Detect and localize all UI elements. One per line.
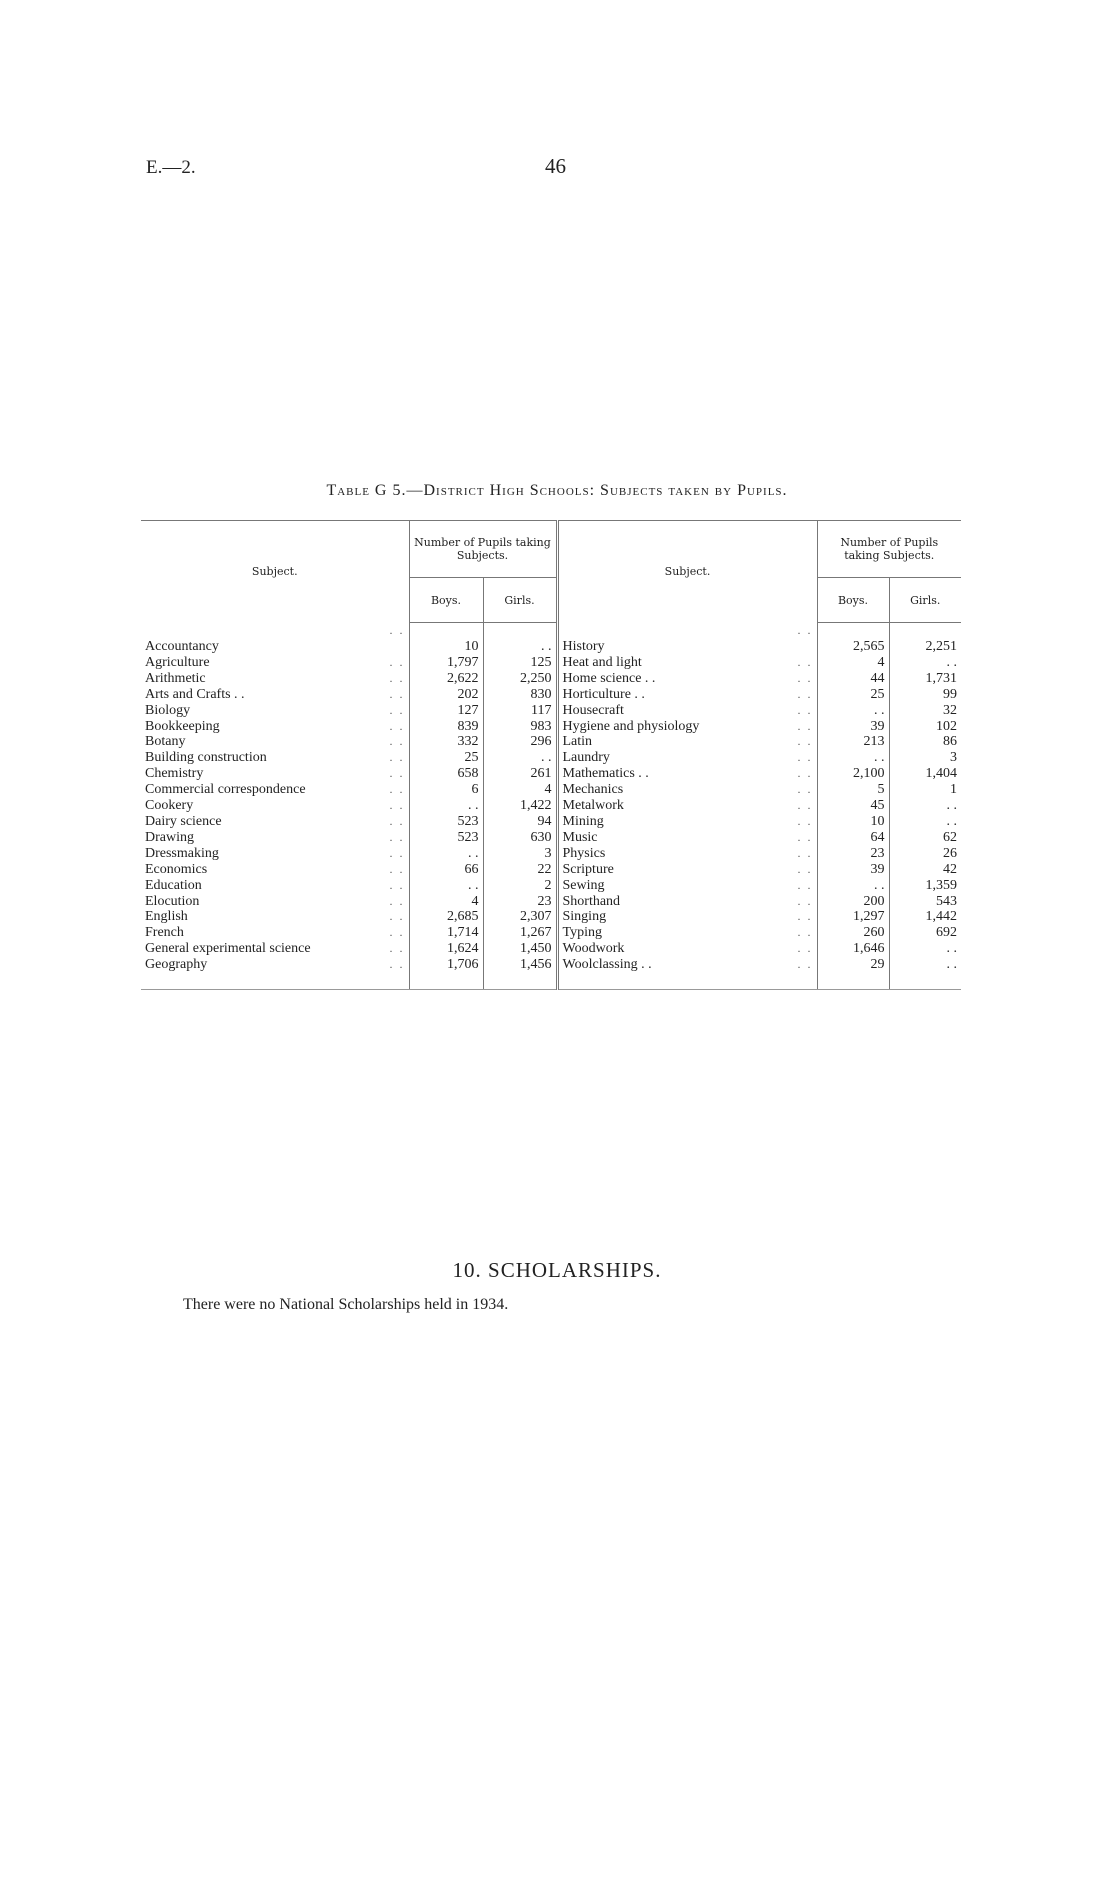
left-girls-count: 3 xyxy=(483,846,557,862)
left-girls-header: Girls. xyxy=(483,578,557,623)
subject-name: Botany xyxy=(145,734,188,749)
right-boys-count: 25 xyxy=(817,687,889,703)
leader-dots: . . xyxy=(797,750,813,765)
right-subject-cell xyxy=(557,719,817,735)
right-subject-cell xyxy=(557,909,817,925)
subject-name: Latin xyxy=(563,734,596,749)
right-girls-count: . . xyxy=(889,957,961,989)
left-girls-count: 1,450 xyxy=(483,941,557,957)
left-girls-count: 830 xyxy=(483,687,557,703)
leader-dots: . . xyxy=(797,813,813,828)
left-girls-count: 23 xyxy=(483,894,557,910)
left-subject-cell xyxy=(141,909,409,925)
right-boys-count: 64 xyxy=(817,830,889,846)
subject-name: Typing xyxy=(563,925,605,940)
subject-name: Physics xyxy=(563,846,609,861)
right-girls-count: 1,404 xyxy=(889,766,961,782)
table-row xyxy=(141,798,961,814)
subject-name: Commercial correspondence xyxy=(145,782,309,797)
left-girls-count: 630 xyxy=(483,830,557,846)
left-boys-count: 1,714 xyxy=(409,925,483,941)
right-boys-count: 1,297 xyxy=(817,909,889,925)
table-row xyxy=(141,782,961,798)
leader-dots: . . xyxy=(797,686,813,701)
right-girls-count: 32 xyxy=(889,703,961,719)
table-row xyxy=(141,941,961,957)
leader-dots: . . xyxy=(389,734,405,749)
left-subject-cell xyxy=(141,719,409,735)
right-boys-count: 29 xyxy=(817,957,889,989)
leader-dots: . . xyxy=(389,702,405,717)
subject-name: Mining xyxy=(563,814,607,829)
right-girls-header: Girls. xyxy=(889,578,961,623)
left-girls-count: 2,307 xyxy=(483,909,557,925)
leader-dots: . . xyxy=(797,622,813,637)
right-girls-count: . . xyxy=(889,941,961,957)
right-girls-count: 2,251 xyxy=(889,623,961,655)
subject-name: Agriculture xyxy=(145,655,213,670)
left-subject-cell xyxy=(141,734,409,750)
right-boys-count: 260 xyxy=(817,925,889,941)
subject-name: Bookkeeping xyxy=(145,719,223,734)
subject-name: Laundry xyxy=(563,750,613,765)
page-number: 46 xyxy=(545,154,566,178)
leader-dots: . . xyxy=(797,957,813,972)
left-girls-count: 117 xyxy=(483,703,557,719)
subject-name: French xyxy=(145,925,187,940)
subject-name: Geography xyxy=(145,957,210,972)
subject-name: Cookery xyxy=(145,798,196,813)
table-row xyxy=(141,846,961,862)
right-boys-count: 10 xyxy=(817,814,889,830)
left-subject-cell xyxy=(141,830,409,846)
table-row xyxy=(141,687,961,703)
left-girls-count: 1,422 xyxy=(483,798,557,814)
left-girls-count: 261 xyxy=(483,766,557,782)
leader-dots: . . xyxy=(389,877,405,892)
subject-name: History xyxy=(563,639,608,654)
right-boys-count: . . xyxy=(817,703,889,719)
left-subject-cell xyxy=(141,798,409,814)
subject-name: Building construction xyxy=(145,750,270,765)
subject-name: English xyxy=(145,909,191,924)
right-subject-cell xyxy=(557,862,817,878)
table-caption: Table G 5.—District High Schools: Subjects taken by Pupils. xyxy=(326,482,788,499)
leader-dots: . . xyxy=(797,702,813,717)
right-boys-count: 4 xyxy=(817,655,889,671)
subject-name: Woolclassing . . xyxy=(563,957,655,972)
right-boys-count: 2,565 xyxy=(817,623,889,655)
left-subject-cell xyxy=(141,878,409,894)
left-subject-cell xyxy=(141,766,409,782)
right-number-header: Number of Pupils taking Subjects. xyxy=(817,521,961,578)
left-girls-count: 2,250 xyxy=(483,671,557,687)
subject-name: Shorthand xyxy=(563,894,624,909)
table-row xyxy=(141,878,961,894)
subject-name: Scripture xyxy=(563,862,617,877)
leader-dots: . . xyxy=(797,909,813,924)
subject-name: Home science . . xyxy=(563,671,659,686)
leader-dots: . . xyxy=(389,622,405,637)
right-girls-count: 86 xyxy=(889,734,961,750)
left-girls-count: 1,267 xyxy=(483,925,557,941)
right-girls-count: 3 xyxy=(889,750,961,766)
subject-name: Singing xyxy=(563,909,610,924)
left-boys-count: 2,622 xyxy=(409,671,483,687)
subject-name: Accountancy xyxy=(145,639,222,654)
right-boys-count: 5 xyxy=(817,782,889,798)
table-row xyxy=(141,766,961,782)
subject-name: Education xyxy=(145,878,205,893)
right-boys-header: Boys. xyxy=(817,578,889,623)
left-subject-cell xyxy=(141,925,409,941)
right-subject-header: Subject. xyxy=(557,521,817,623)
right-girls-count: 543 xyxy=(889,894,961,910)
leader-dots: . . xyxy=(797,654,813,669)
left-boys-count: 523 xyxy=(409,814,483,830)
subject-name: Drawing xyxy=(145,830,197,845)
left-subject-cell xyxy=(141,671,409,687)
leader-dots: . . xyxy=(389,670,405,685)
left-girls-count: 296 xyxy=(483,734,557,750)
left-boys-count: 839 xyxy=(409,719,483,735)
subject-name: Housecraft xyxy=(563,703,627,718)
right-subject-cell xyxy=(557,750,817,766)
left-subject-cell xyxy=(141,782,409,798)
right-subject-cell xyxy=(557,798,817,814)
right-girls-count: 692 xyxy=(889,925,961,941)
left-boys-count: 1,706 xyxy=(409,957,483,989)
table-row xyxy=(141,750,961,766)
subject-name: Sewing xyxy=(563,878,608,893)
table-row xyxy=(141,734,961,750)
document-reference: E.—2. xyxy=(146,157,196,178)
subject-name: General experimental science xyxy=(145,941,314,956)
table-row xyxy=(141,925,961,941)
right-subject-cell xyxy=(557,734,817,750)
left-boys-count: 6 xyxy=(409,782,483,798)
right-girls-count: 1,359 xyxy=(889,878,961,894)
leader-dots: . . xyxy=(797,734,813,749)
right-boys-count: . . xyxy=(817,750,889,766)
left-subject-cell xyxy=(141,687,409,703)
left-subject-cell xyxy=(141,814,409,830)
left-girls-count: 2 xyxy=(483,878,557,894)
right-boys-count: 39 xyxy=(817,862,889,878)
right-girls-count: 1 xyxy=(889,782,961,798)
left-subject-cell xyxy=(141,941,409,957)
right-boys-count: 45 xyxy=(817,798,889,814)
left-subject-cell xyxy=(141,655,409,671)
right-girls-count: . . xyxy=(889,814,961,830)
left-boys-count: 1,797 xyxy=(409,655,483,671)
scholarships-heading: 10. SCHOLARSHIPS. xyxy=(452,1258,662,1282)
right-girls-count: 99 xyxy=(889,687,961,703)
subject-name: Horticulture . . xyxy=(563,687,648,702)
left-subject-cell xyxy=(141,894,409,910)
table-row xyxy=(141,862,961,878)
subject-name: Mathematics . . xyxy=(563,766,652,781)
right-subject-cell xyxy=(557,655,817,671)
left-subject-cell xyxy=(141,623,409,655)
leader-dots: . . xyxy=(797,941,813,956)
leader-dots: . . xyxy=(797,766,813,781)
leader-dots: . . xyxy=(797,670,813,685)
left-girls-count: 125 xyxy=(483,655,557,671)
left-boys-count: 658 xyxy=(409,766,483,782)
leader-dots: . . xyxy=(389,654,405,669)
left-boys-count: 523 xyxy=(409,830,483,846)
left-boys-count: 10 xyxy=(409,623,483,655)
right-subject-cell xyxy=(557,782,817,798)
left-boys-count: 66 xyxy=(409,862,483,878)
left-boys-count: 332 xyxy=(409,734,483,750)
table-row xyxy=(141,623,961,655)
right-girls-count: 102 xyxy=(889,719,961,735)
left-subject-cell xyxy=(141,957,409,989)
right-boys-count: 200 xyxy=(817,894,889,910)
leader-dots: . . xyxy=(389,957,405,972)
right-boys-count: 1,646 xyxy=(817,941,889,957)
right-boys-count: 2,100 xyxy=(817,766,889,782)
right-subject-cell xyxy=(557,941,817,957)
table-row xyxy=(141,814,961,830)
leader-dots: . . xyxy=(389,925,405,940)
table-row xyxy=(141,719,961,735)
left-subject-cell xyxy=(141,750,409,766)
table-row xyxy=(141,703,961,719)
leader-dots: . . xyxy=(389,845,405,860)
right-subject-cell xyxy=(557,894,817,910)
left-boys-count: . . xyxy=(409,846,483,862)
left-boys-count: 202 xyxy=(409,687,483,703)
table-row xyxy=(141,655,961,671)
right-girls-count: 42 xyxy=(889,862,961,878)
right-boys-count: . . xyxy=(817,878,889,894)
left-girls-count: . . xyxy=(483,750,557,766)
leader-dots: . . xyxy=(389,941,405,956)
table-row xyxy=(141,894,961,910)
left-boys-count: 25 xyxy=(409,750,483,766)
left-girls-count: 94 xyxy=(483,814,557,830)
right-girls-count: 26 xyxy=(889,846,961,862)
left-boys-count: 4 xyxy=(409,894,483,910)
table-row xyxy=(141,671,961,687)
right-boys-count: 23 xyxy=(817,846,889,862)
right-girls-count: 1,442 xyxy=(889,909,961,925)
left-subject-cell xyxy=(141,846,409,862)
right-subject-cell xyxy=(557,623,817,655)
right-subject-cell xyxy=(557,703,817,719)
right-subject-cell xyxy=(557,925,817,941)
leader-dots: . . xyxy=(389,909,405,924)
subject-name: Woodwork xyxy=(563,941,628,956)
subject-name: Arts and Crafts . . xyxy=(145,687,248,702)
left-girls-count: 1,456 xyxy=(483,957,557,989)
leader-dots: . . xyxy=(797,877,813,892)
right-boys-count: 213 xyxy=(817,734,889,750)
right-subject-cell xyxy=(557,878,817,894)
leader-dots: . . xyxy=(797,925,813,940)
leader-dots: . . xyxy=(797,861,813,876)
right-girls-count: . . xyxy=(889,798,961,814)
right-subject-cell xyxy=(557,957,817,989)
right-subject-cell xyxy=(557,846,817,862)
leader-dots: . . xyxy=(389,686,405,701)
right-subject-cell xyxy=(557,687,817,703)
left-subject-header: Subject. xyxy=(141,521,409,623)
left-boys-count: . . xyxy=(409,798,483,814)
leader-dots: . . xyxy=(797,893,813,908)
subject-name: Dressmaking xyxy=(145,846,222,861)
table-row xyxy=(141,957,961,989)
leader-dots: . . xyxy=(389,798,405,813)
left-boys-header: Boys. xyxy=(409,578,483,623)
left-boys-count: 2,685 xyxy=(409,909,483,925)
left-subject-cell xyxy=(141,862,409,878)
right-subject-cell xyxy=(557,830,817,846)
left-subject-cell xyxy=(141,703,409,719)
subject-name: Arithmetic xyxy=(145,671,209,686)
leader-dots: . . xyxy=(797,798,813,813)
leader-dots: . . xyxy=(797,829,813,844)
leader-dots: . . xyxy=(389,750,405,765)
scholarships-text: There were no National Scholarships held in 1934. xyxy=(183,1296,509,1313)
table-row xyxy=(141,830,961,846)
leader-dots: . . xyxy=(797,845,813,860)
subject-name: Metalwork xyxy=(563,798,627,813)
left-boys-count: . . xyxy=(409,878,483,894)
right-girls-count: 1,731 xyxy=(889,671,961,687)
subject-name: Economics xyxy=(145,862,210,877)
subject-name: Elocution xyxy=(145,894,202,909)
left-girls-count: . . xyxy=(483,623,557,655)
subject-name: Heat and light xyxy=(563,655,645,670)
left-girls-count: 983 xyxy=(483,719,557,735)
subjects-table xyxy=(141,520,961,990)
leader-dots: . . xyxy=(797,718,813,733)
right-subject-cell xyxy=(557,814,817,830)
table-row xyxy=(141,909,961,925)
subject-name: Dairy science xyxy=(145,814,225,829)
right-subject-cell xyxy=(557,671,817,687)
right-girls-count: 62 xyxy=(889,830,961,846)
right-boys-count: 39 xyxy=(817,719,889,735)
leader-dots: . . xyxy=(389,829,405,844)
leader-dots: . . xyxy=(797,782,813,797)
subject-name: Chemistry xyxy=(145,766,206,781)
left-girls-count: 4 xyxy=(483,782,557,798)
right-boys-count: 44 xyxy=(817,671,889,687)
left-number-header: Number of Pupils taking Subjects. xyxy=(409,521,557,578)
right-subject-cell xyxy=(557,766,817,782)
left-girls-count: 22 xyxy=(483,862,557,878)
subject-name: Hygiene and physiology xyxy=(563,719,703,734)
subject-name: Biology xyxy=(145,703,193,718)
left-boys-count: 127 xyxy=(409,703,483,719)
leader-dots: . . xyxy=(389,766,405,781)
left-boys-count: 1,624 xyxy=(409,941,483,957)
subject-name: Music xyxy=(563,830,601,845)
leader-dots: . . xyxy=(389,893,405,908)
leader-dots: . . xyxy=(389,813,405,828)
right-girls-count: . . xyxy=(889,655,961,671)
leader-dots: . . xyxy=(389,861,405,876)
leader-dots: . . xyxy=(389,782,405,797)
leader-dots: . . xyxy=(389,718,405,733)
subject-name: Mechanics xyxy=(563,782,627,797)
